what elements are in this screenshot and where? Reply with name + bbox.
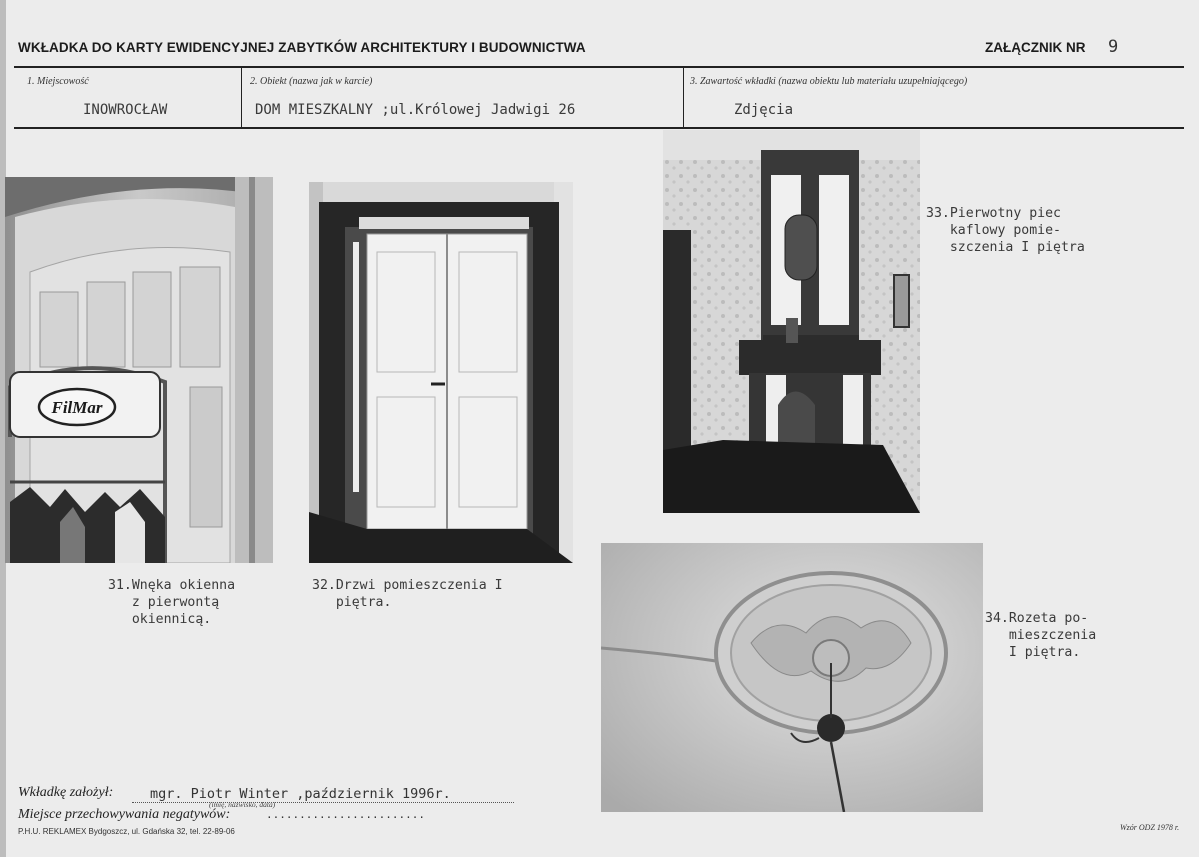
header-top-rule [14, 66, 1184, 68]
created-by-label: Wkładkę założył: [18, 785, 114, 800]
contents-value: Zdjęcia [734, 102, 794, 118]
photo-33-image [663, 130, 920, 513]
photo-31-image [5, 177, 273, 563]
contents-label: 3. Zawartość wkładki (nazwa obiektu lub materiału uzupełniającego) [690, 76, 968, 87]
photo-33-tiled-stove [663, 130, 920, 513]
created-by-dotted-line [132, 802, 514, 803]
caption-33: 33.Pierwotny piec kaflowy pomie- szczenia I piętra [926, 206, 1085, 255]
caption-31: 31.Wnęka okienna z pierwontą okiennicą. [108, 578, 236, 627]
caption-34: 34.Rozeta po- mieszczenia I piętra. [985, 611, 1097, 660]
field-divider-1 [241, 67, 242, 128]
photo-32-doors [309, 182, 573, 563]
document-title: WKŁADKA DO KARTY EWIDENCYJNEJ ZABYTKÓW ARCHITEKTURY I BUDOWNICTWA [18, 40, 586, 55]
field-divider-2 [683, 67, 684, 128]
storage-label: Miejsce przechowywania negatywów: [18, 807, 231, 822]
photo-31-window-niche [5, 177, 273, 563]
object-value: DOM MIESZKALNY ;ul.Królowej Jadwigi 26 [255, 102, 576, 118]
photo-34-image [601, 543, 983, 812]
locality-value: INOWROCŁAW [83, 102, 168, 118]
annex-label: ZAŁĄCZNIK NR [985, 40, 1086, 55]
photo-32-image [309, 182, 573, 563]
header-bottom-rule [14, 127, 1184, 129]
storage-dots: ........................ [266, 808, 425, 821]
created-by-hint: (imię, nazwisko, data) [209, 800, 276, 809]
form-pattern-note: Wzór ODZ 1978 r. [1120, 823, 1180, 832]
object-label: 2. Obiekt (nazwa jak w karcie) [250, 76, 373, 87]
filmar-sign-text: FilMar [51, 398, 103, 417]
annex-number: 9 [1108, 37, 1119, 57]
printer-imprint: P.H.U. REKLAMEX Bydgoszcz, ul. Gdańska 32, tel. 22-89-06 [18, 827, 235, 836]
created-by-value: mgr. Piotr Winter ,październik 1996r. [150, 786, 451, 802]
caption-32: 32.Drzwi pomieszczenia I piętra. [312, 578, 503, 610]
photo-34-ceiling-rosette [601, 543, 983, 812]
locality-label: 1. Miejscowość [27, 76, 89, 87]
